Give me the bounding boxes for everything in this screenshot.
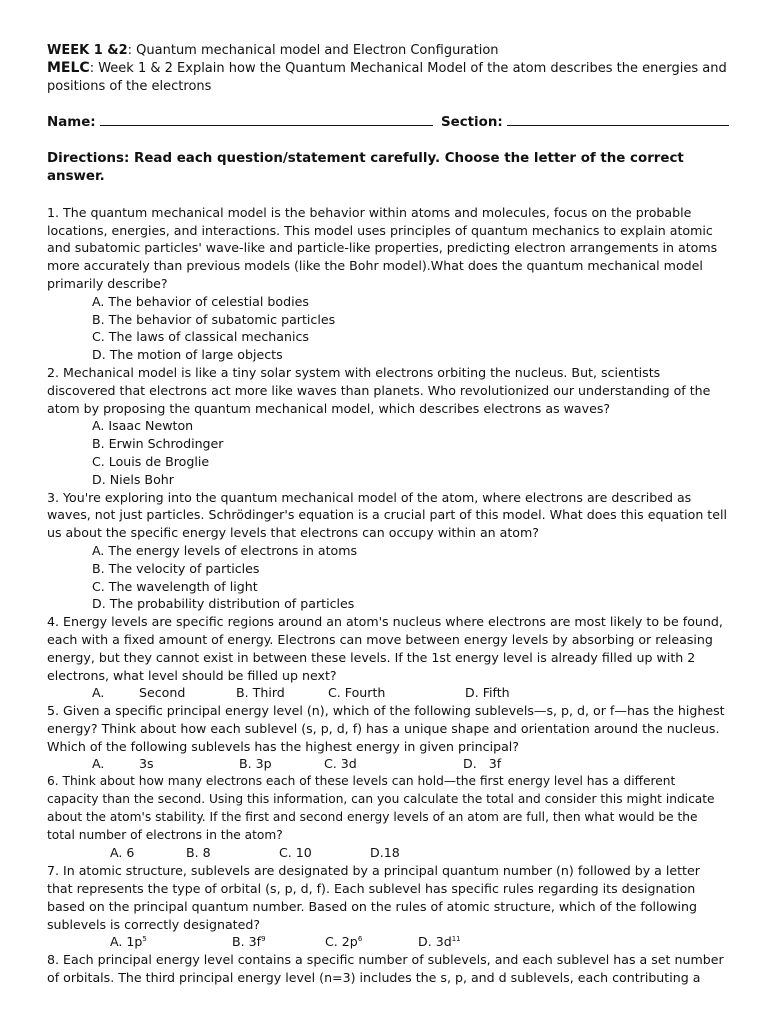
question-1: 1. The quantum mechanical model is the behavior within atoms and molecules, focus on the probable locations, energies, and interactions. This model uses principles of quantum mechanics to explain atomic and subatomic particles' wave-like and particle-like properties, predicting electron arrangements in atoms more accurately than previous models (like the Bohr model).What does the quantum mechanical model primarily describe? bbox=[47, 204, 718, 291]
option[interactable] bbox=[110, 933, 147, 951]
directions: Directions: Read each question/statement carefully. Choose the letter of the correct answer. bbox=[47, 151, 684, 184]
week-heading bbox=[47, 42, 727, 60]
option[interactable]: A. bbox=[92, 685, 105, 701]
option-superscript: 6 bbox=[357, 935, 363, 944]
question-6-options bbox=[47, 844, 727, 862]
option[interactable] bbox=[232, 933, 266, 951]
option[interactable]: C. The wavelength of light bbox=[92, 578, 258, 594]
option[interactable]: A. Isaac Newton bbox=[92, 418, 194, 434]
option[interactable]: Second bbox=[139, 685, 186, 701]
option-superscript: 11 bbox=[451, 935, 461, 944]
worksheet-page bbox=[47, 42, 727, 987]
question-2-options bbox=[92, 417, 727, 488]
option[interactable]: B. The velocity of particles bbox=[92, 560, 260, 576]
option[interactable]: D.18 bbox=[370, 845, 400, 861]
option[interactable]: A. The behavior of celestial bodies bbox=[92, 293, 309, 309]
option[interactable]: B. 8 bbox=[186, 845, 211, 861]
option[interactable]: A. bbox=[92, 756, 105, 772]
option-superscript: 9 bbox=[261, 935, 266, 944]
option[interactable]: B. The behavior of subatomic particles bbox=[92, 311, 336, 327]
question-5: 5. Given a specific principal energy level (n), which of the following sublevels—s, p, d, or f—has the highest energy? Think about how each sublevel (s, p, d, f) has a unique shape and orientation around the nucleus. Which of the following sublevels has the highest energy in given principal? bbox=[47, 703, 725, 754]
option[interactable] bbox=[325, 933, 362, 951]
question-7-options bbox=[47, 933, 727, 951]
option[interactable]: D. Niels Bohr bbox=[92, 471, 174, 487]
question-4-options bbox=[47, 684, 727, 702]
option[interactable]: 3s bbox=[139, 756, 154, 772]
option[interactable]: D. 3f bbox=[463, 756, 502, 772]
name-field[interactable] bbox=[100, 113, 433, 126]
option[interactable]: D. The probability distribution of particles bbox=[92, 596, 355, 612]
option[interactable]: D. The motion of large objects bbox=[92, 347, 283, 363]
melc-label: MELC bbox=[47, 59, 90, 76]
melc-text: : Week 1 & 2 Explain how the Quantum Mechanical Model of the atom describes the energies and positions of the electrons bbox=[47, 60, 727, 94]
week-label: WEEK 1 &2 bbox=[47, 43, 128, 58]
option[interactable]: A. 6 bbox=[110, 845, 135, 861]
option[interactable]: D. Fifth bbox=[465, 685, 510, 701]
option-base: B. 3f bbox=[232, 934, 262, 950]
question-6: 6. Think about how many electrons each of these levels can hold—the first energy level has a different capacity than the second. Using this information, can you calculate the total and consider this might indicate about the atom's stability. If the first and second energy levels of an atom are full, then what would be the total number of electrons in the atom? bbox=[47, 774, 715, 842]
option-base: C. 2p bbox=[325, 934, 358, 950]
option[interactable]: A. The energy levels of electrons in atoms bbox=[92, 542, 358, 558]
section-label: Section: bbox=[440, 115, 503, 131]
option[interactable]: C. Fourth bbox=[328, 685, 386, 701]
question-3: 3. You're exploring into the quantum mechanical model of the atom, where electrons are described as waves, not just particles. Schrödinger's equation is a crucial part of this model. What does this equation tell us about the specific energy levels that electrons can occupy within an atom? bbox=[47, 489, 727, 541]
option-base: D. 3d bbox=[418, 934, 452, 950]
option-superscript: 5 bbox=[142, 935, 147, 944]
option[interactable]: B. Third bbox=[236, 685, 285, 701]
week-topic: : Quantum mechanical model and Electron Configuration bbox=[127, 43, 499, 58]
name-section-row bbox=[47, 113, 727, 132]
option[interactable] bbox=[418, 933, 461, 951]
question-2: 2. Mechanical model is like a tiny solar system with electrons orbiting the nucleus. But, scientists discovered that electrons act more like waves than planets. Who revolutionized our understanding of the atom by proposing the quantum mechanical model, which describes electrons as waves? bbox=[47, 364, 711, 416]
option[interactable]: C. The laws of classical mechanics bbox=[92, 329, 309, 345]
question-4: 4. Energy levels are specific regions around an atom's nucleus where electrons are most likely to be found, each with a fixed amount of energy. Electrons can move between energy levels by absorbing or releasing energy, but they cannot exist in between these levels. If the 1st energy level is already filled up with 2 electrons, what level should be filled up next? bbox=[47, 614, 723, 683]
question-5-options bbox=[47, 755, 727, 773]
option[interactable]: C. 3d bbox=[324, 756, 357, 772]
question-8: 8. Each principal energy level contains a specific number of sublevels, and each sublevel has a set number of orbitals. The third principal energy level (n=3) includes the s, p, and d sublevels, each contributing a bbox=[47, 952, 724, 986]
option[interactable]: B. 3p bbox=[239, 756, 272, 772]
name-label: Name: bbox=[47, 115, 96, 131]
section-field[interactable] bbox=[507, 113, 729, 126]
question-7: 7. In atomic structure, sublevels are designated by a principal quantum number (n) followed by a letter that represents the type of orbital (s, p, d, f). Each sublevel has specific rules regarding its designation based on the principal quantum number. Based on the rules of atomic structure, which of the following sublevels is correctly designated? bbox=[47, 863, 700, 932]
question-1-options bbox=[92, 293, 727, 364]
option[interactable]: C. Louis de Broglie bbox=[92, 453, 210, 469]
option-base: A. 1p bbox=[110, 934, 143, 950]
melc-heading bbox=[47, 60, 727, 96]
option[interactable]: C. 10 bbox=[279, 845, 312, 861]
question-3-options bbox=[92, 542, 727, 613]
option[interactable]: B. Erwin Schrodinger bbox=[92, 436, 224, 452]
